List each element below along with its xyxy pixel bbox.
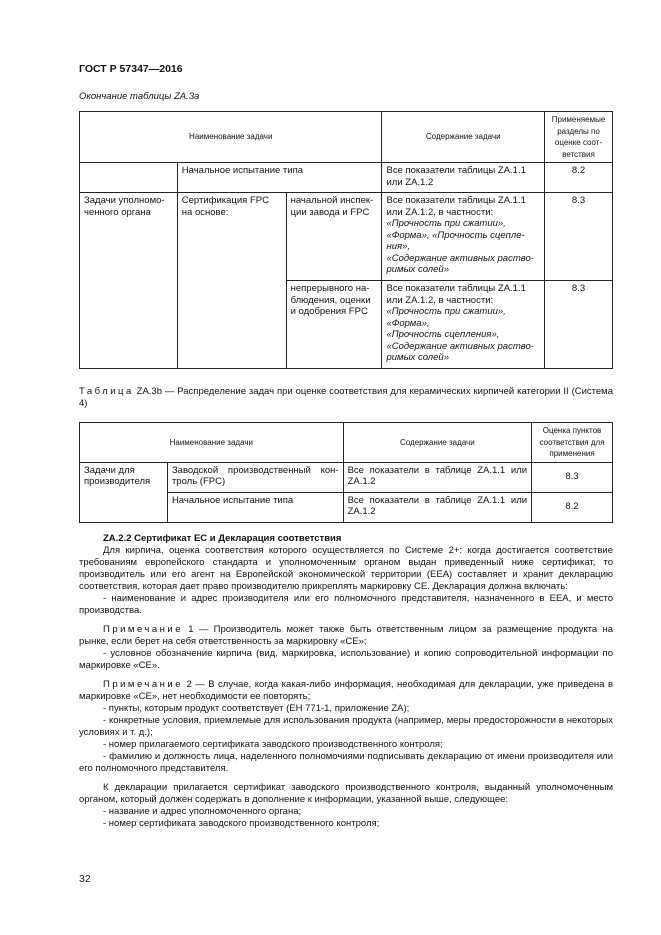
note-label: Примечание xyxy=(103,679,183,690)
content-cell: Все показатели в таблице ZA.1.1 или ZA.1.2 xyxy=(343,492,531,522)
header-task-name: Наименование задачи xyxy=(80,423,344,463)
note-text: 1 — Производитель может также быть ответственным лицом за размещение продукта на рынке, если берет на себя ответственность за маркировку «СЕ»; xyxy=(79,624,613,647)
list-item: - условное обозначение кирпича (вид, маркировка, использование) и копию сопроводительной информации по маркировке «СЕ». xyxy=(79,648,613,671)
clause-cell: 8.3 xyxy=(545,193,613,281)
list-item: - номер сертификата заводского производственного контроля; xyxy=(103,818,380,829)
sub-task-cell: непрерывного на-блюдения, оценки и одобрения FPC xyxy=(286,281,382,369)
list-item: - наименование и адрес производителя или его полномочного представителя, назначенного в ЕЕА, и место производства. xyxy=(79,593,613,616)
page-number: 32 xyxy=(79,873,91,885)
list-item: - пункты, которым продукт соответствует (ЕН 771-1, приложение ZA); xyxy=(103,703,410,714)
content-cell: Все показатели в таблице ZA.1.1 или ZA.1.2 xyxy=(343,462,531,492)
list-item: - номер прилагаемого сертификата заводского производственного контроля; xyxy=(103,739,443,750)
clause-cell: 8.3 xyxy=(545,281,613,369)
table2-caption-label: Таблица xyxy=(79,386,134,397)
table-za3b xyxy=(79,422,613,523)
section-za22 xyxy=(79,533,613,830)
paragraph: К декларации прилагается сертификат заводского производственного контроля, выданный уполномоченным органом, который должен содержать в дополнение к информации, указанной выше, следующее: xyxy=(79,782,613,805)
paragraph: Для кирпича, оценка соответствия которого осуществляется по Системе 2+: когда достигается соответствие требованиям европейского стандарта и уполномоченным органом выдан приведенный ниже сертификат, то производитель или его агент на Европейской экономической территории (ЕЕА) составляет и хранит декларацию соответствия, которая дает право производителю прикреплять маркировку СЕ. Декларация должна включать: xyxy=(79,545,613,592)
content-cell: Все показатели таблицы ZA.1.1 или ZA.1.2, в частности: «Прочность при сжатии», «Форма», «Прочность сцепле-ния», «Содержание активных раство-римых солей» xyxy=(382,193,545,281)
group-label-cell: Задачи уполномо-ченного органа xyxy=(80,193,178,369)
table-row xyxy=(80,462,613,492)
content-cell: Все показатели таблицы ZA.1.1 или ZA.1.2, в частности: «Прочность при сжатии», «Форма», «Прочность сцепления», «Содержание активных раство-римых солей» xyxy=(382,281,545,369)
list-item: - название и адрес уполномоченного органа; xyxy=(103,806,302,817)
group-label-cell: Задачи для производителя xyxy=(80,462,168,522)
note-label: Примечание xyxy=(103,624,183,635)
table-row xyxy=(80,163,613,193)
fpc-label-cell: Сертификация FPC на основе: xyxy=(177,193,286,369)
list-item: - фамилию и должность лица, наделенного полномочиями подписывать декларацию от имени производителя или его полномочного представителя. xyxy=(79,751,613,774)
task-cell: Заводской производственный кон-троль (FPC) xyxy=(167,462,343,492)
task-cell: Начальное испытание типа xyxy=(177,163,382,193)
note xyxy=(79,679,613,703)
table-za3a xyxy=(79,111,613,369)
value-cell: 8.3 xyxy=(532,462,613,492)
content-cell: Все показатели таблицы ZA.1.1 или ZA.1.2 xyxy=(382,163,545,193)
note xyxy=(79,624,613,648)
table-header-row xyxy=(80,112,613,163)
table2-caption xyxy=(79,386,613,410)
value-cell: 8.2 xyxy=(532,492,613,522)
header-task-content: Содержание задачи xyxy=(382,112,545,163)
section-heading: ZA.2.2 Сертификат ЕС и Декларация соответствия xyxy=(103,533,342,544)
header-clauses: Применяемые разделы по оценке соот-ветствия xyxy=(545,112,613,163)
task-cell: Начальное испытание типа xyxy=(167,492,343,522)
list-item: - конкретные условия, приемлемые для использования продукта (например, меры предосторожности в некоторых условиях и т. д.); xyxy=(79,715,613,738)
header-task-name: Наименование задачи xyxy=(80,112,382,163)
header-task-content: Содержание задачи xyxy=(343,423,531,463)
table-header-row xyxy=(80,423,613,463)
clause-cell: 8.2 xyxy=(545,163,613,193)
table-row xyxy=(80,193,613,281)
document-header: ГОСТ Р 57347—2016 xyxy=(79,63,183,75)
sub-task-cell: начальной инспек-ции завода и FPC xyxy=(286,193,382,281)
table2-caption-text: ZA.3b — Распределение задач при оценке соответствия для керамических кирпичей категории II (Система 4) xyxy=(79,386,613,409)
table1-caption: Окончание таблицы ZA.3a xyxy=(79,91,200,102)
header-evaluation: Оценка пунктов соответствия для применения xyxy=(532,423,613,463)
note-text: 2 — В случае, когда какая-либо информация, необходимая для декларации, уже приведена в маркировке «СЕ», нет необходимости ее повторять; xyxy=(79,679,613,702)
